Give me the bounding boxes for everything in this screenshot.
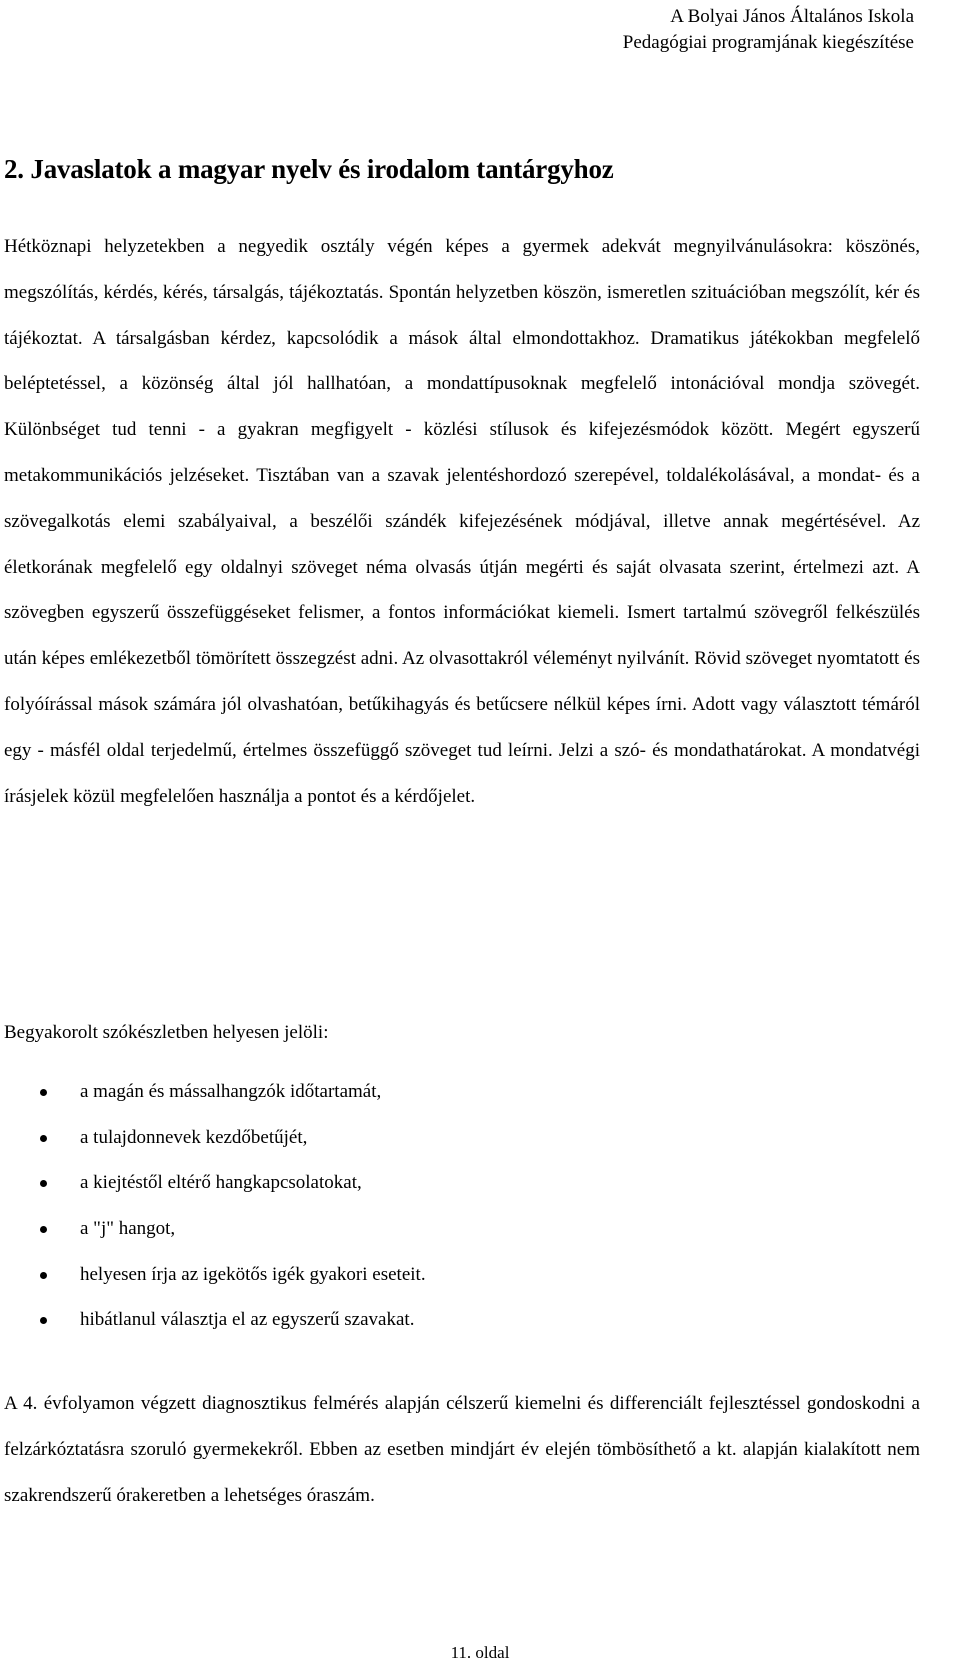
section-heading: 2. Javaslatok a magyar nyelv és irodalom tantárgyhoz [4, 154, 614, 184]
list-item-text: a magán és mássalhangzók időtartamát, [80, 1081, 382, 1102]
page-header [623, 4, 914, 56]
list-item [0, 1079, 426, 1125]
list-item [0, 1307, 426, 1353]
list-item-text: helyesen írja az igekötős igék gyakori eseteit. [80, 1263, 426, 1285]
header-school-name: A Bolyai János Általános Iskola [670, 6, 914, 27]
body-paragraph-2: Begyakorolt szókészletben helyesen jelöli: [4, 1022, 329, 1043]
bullet-icon [40, 1317, 47, 1324]
list-item [0, 1216, 426, 1262]
list-item [0, 1125, 426, 1171]
list-item-text: a "j" hangot, [80, 1218, 176, 1240]
bullet-icon [40, 1089, 47, 1096]
body-paragraph-1: Hétköznapi helyzetekben a negyedik osztály végén képes a gyermek adekvát megnyilvánulásokra: köszönés, megszólítás, kérdés, kérés, társalgás, tájékoztatás. Spontán helyzetben köszön, ismeretlen szituációban megszólít, kér és tájékoztat. A társalgásban kérdez, kapcsolódik a mások által elmondottakhoz. Dramatikus játékokban megfelelő beléptetéssel, a közönség által jól hallhatóan, a mondattípusoknak megfelelő intonációval mondja szövegét. Különbséget tud tenni - a gyakran megfigyelt - közlési stílusok és kifejezésmódok között. Megért egyszerű metakommunikációs jelzéseket. Tisztában van a szavak jelentéshordozó szerepével, toldalékolásával, a mondat- és a szövegalkotás elemi szabályaival, a beszélői szándék kifejezésének módjával, illetve annak megértésével. Az életkorának megfelelő egy oldalnyi szöveget néma olvasás útján megérti és saját olvasata szerint, értelmezi azt. A szövegben egyszerű összefüggéseket felismer, a fontos információkat kiemeli. Ismert tartalmú szövegről felkészülés után képes emlékezetből tömörített összegzést adni. Az olvasottakról véleményt nyilvánít. Rövid szöveget nyomtatott és folyóírással mások számára jól olvashatóan, betűkihagyás és betűcsere nélkül képes írni. Adott vagy választott témáról egy - másfél oldal terjedelmű, értelmes összefüggő szöveget tud leírni. Jelzi a szó- és mondathatárokat. A mondatvégi írásjelek közül megfelelően használja a pontot és a kérdőjelet. [4, 236, 920, 807]
body-paragraph-3: A 4. évfolyamon végzett diagnosztikus felmérés alapján célszerű kiemelni és differenciált fejlesztéssel gondoskodni a felzárkóztatásra szoruló gyermekekről. Ebben az esetben mindjárt év elején tömbösíthető a kt. alapján kialakított nem szakrendszerű órakeretben a lehetséges óraszám. [4, 1393, 920, 1506]
bullet-icon [40, 1180, 47, 1187]
header-document-title: Pedagógiai programjának kiegészítése [622, 32, 914, 53]
list-item [0, 1262, 426, 1308]
bullet-icon [40, 1226, 47, 1233]
bullet-icon [40, 1135, 47, 1142]
list-item-text: a tulajdonnevek kezdőbetűjét, [80, 1126, 308, 1148]
list-item-text: hibátlanul választja el az egyszerű szavakat. [80, 1309, 415, 1331]
bullet-list [0, 1079, 426, 1353]
list-item [0, 1170, 426, 1216]
bullet-icon [40, 1272, 47, 1279]
page-number: 11. oldal [450, 1643, 510, 1662]
list-item-text: a kiejtéstől eltérő hangkapcsolatokat, [80, 1172, 362, 1194]
